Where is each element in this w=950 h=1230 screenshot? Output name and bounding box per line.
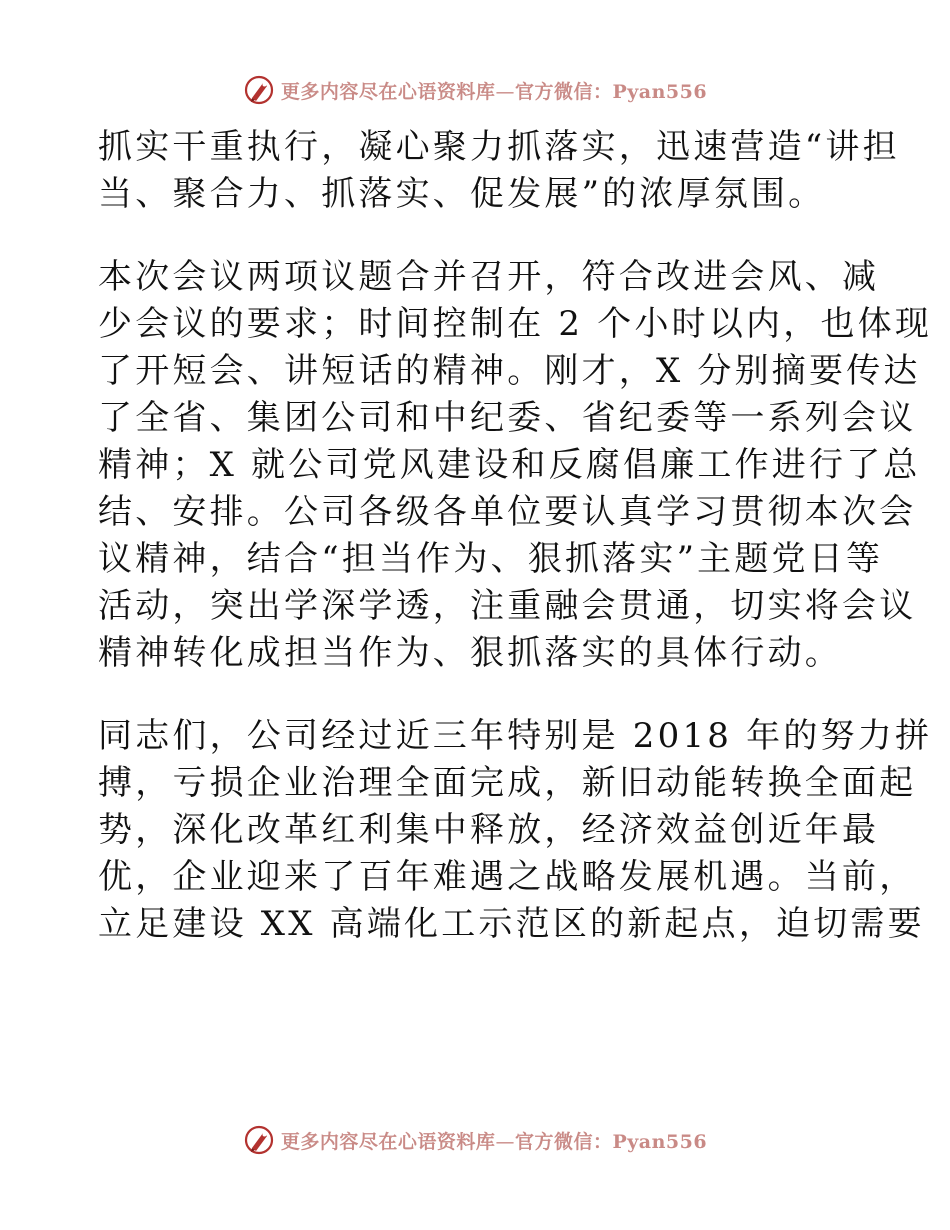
text-line: 势，深化改革红利集中释放，经济效益创近年最 bbox=[98, 810, 880, 850]
text-line: 同志们，公司经过近三年特别是 2018 年的努力拼 bbox=[98, 716, 933, 756]
text-line: 抓实干重执行，凝心聚力抓落实，迅速营造“讲担 bbox=[98, 127, 900, 167]
header-banner-content bbox=[243, 74, 707, 106]
text-line: 当、聚合力、抓落实、促发展”的浓厚氛围。 bbox=[98, 174, 826, 214]
text-line: 了全省、集团公司和中纪委、省纪委等一系列会议 bbox=[98, 398, 917, 438]
paragraph-3 bbox=[98, 713, 933, 948]
text-line: 优，企业迎来了百年难遇之战略发展机遇。当前， bbox=[98, 857, 917, 897]
brand-text: 更多内容尽在心语资料库 bbox=[280, 1130, 496, 1153]
text-line: 立足建设 XX 高端化工示范区的新起点，迫切需要 bbox=[98, 904, 925, 944]
header-banner bbox=[0, 72, 950, 108]
text-line: 活动，突出学深学透，注重融会贯通，切实将会议 bbox=[98, 586, 917, 626]
text-line: 精神转化成担当作为、狠抓落实的具体行动。 bbox=[98, 633, 842, 673]
pen-logo-icon bbox=[243, 74, 275, 106]
footer-banner-content bbox=[243, 1124, 707, 1156]
header-banner-text bbox=[281, 77, 707, 104]
text-line: 议精神，结合“担当作为、狠抓落实”主题党日等 bbox=[98, 539, 884, 579]
text-line: 精神；X 就公司党风建设和反腐倡廉工作进行了总 bbox=[98, 445, 921, 485]
text-line: 少会议的要求；时间控制在 2 个小时以内，也体现 bbox=[98, 304, 933, 344]
contact-text: 官方微信：Pyan556 bbox=[514, 80, 708, 103]
pen-logo-icon bbox=[243, 1124, 275, 1156]
contact-text: 官方微信：Pyan556 bbox=[514, 1130, 708, 1153]
text-line: 搏，亏损企业治理全面完成，新旧动能转换全面起 bbox=[98, 763, 917, 803]
footer-banner-text bbox=[281, 1127, 707, 1154]
document-body bbox=[98, 124, 933, 948]
banner-dash: — bbox=[495, 80, 515, 103]
text-line: 结、安排。公司各级各单位要认真学习贯彻本次会 bbox=[98, 492, 917, 532]
brand-text: 更多内容尽在心语资料库 bbox=[280, 80, 496, 103]
text-line: 了开短会、讲短话的精神。刚才，X 分别摘要传达 bbox=[98, 351, 921, 391]
text-line: 本次会议两项议题合并召开，符合改进会风、减 bbox=[98, 257, 880, 297]
footer-banner bbox=[0, 1122, 950, 1158]
paragraph-2 bbox=[98, 254, 933, 677]
banner-dash: — bbox=[495, 1130, 515, 1153]
paragraph-1 bbox=[98, 124, 900, 218]
